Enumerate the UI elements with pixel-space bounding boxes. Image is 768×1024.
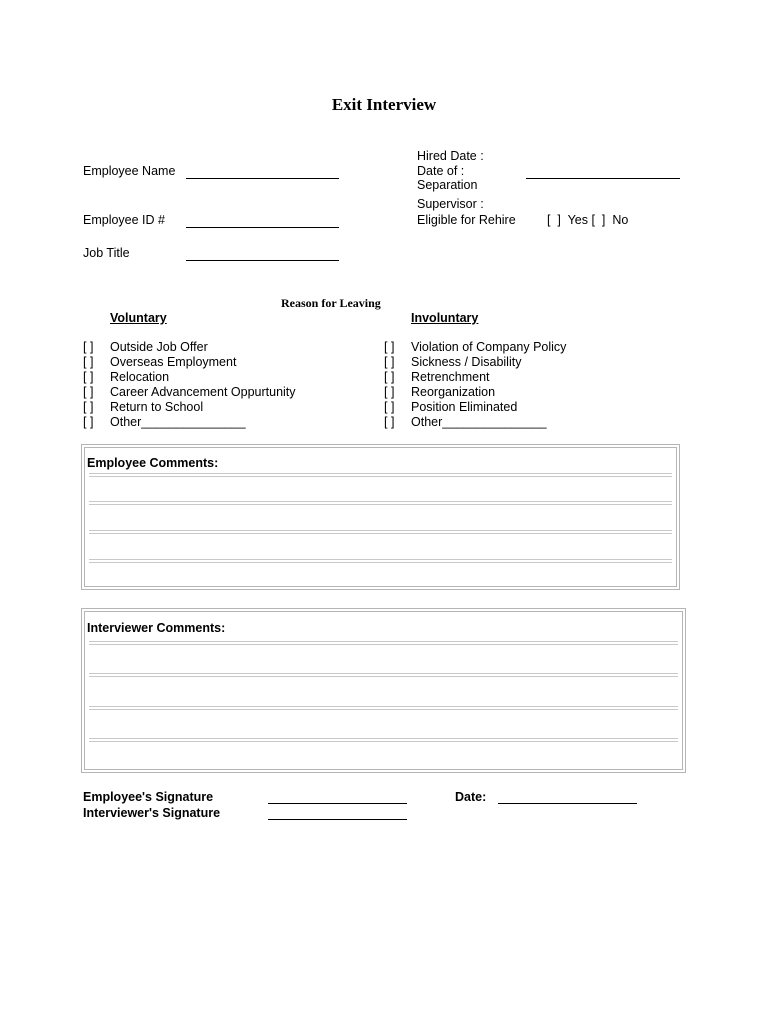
interviewer-comments-heading: Interviewer Comments:: [87, 621, 226, 635]
date-of-separation-label: Date of :: [417, 164, 465, 178]
involuntary-list: [384, 340, 566, 430]
reason-heading: Reason for Leaving: [281, 296, 381, 310]
comment-line[interactable]: [89, 530, 672, 534]
comment-line[interactable]: [89, 738, 678, 742]
list-item[interactable]: [ ] Outside Job Offer: [83, 340, 208, 354]
comment-line[interactable]: [89, 673, 678, 677]
date-label: Date:: [455, 790, 487, 804]
employee-signature-field[interactable]: [268, 803, 407, 804]
list-item[interactable]: [ ] Retrenchment: [384, 370, 490, 384]
checkbox[interactable]: [ ]: [384, 385, 395, 399]
employee-name-field[interactable]: [186, 178, 339, 179]
checkbox[interactable]: [ ]: [384, 400, 395, 414]
comment-line[interactable]: [89, 501, 672, 505]
list-item[interactable]: [ ] Other_______________: [384, 415, 547, 429]
checkbox[interactable]: [ ]: [83, 340, 94, 354]
page-title: Exit Interview: [331, 95, 437, 114]
employee-id-field[interactable]: [186, 227, 339, 228]
hired-date-label: Hired Date :: [417, 149, 484, 163]
checkbox[interactable]: [ ]: [384, 415, 395, 429]
voluntary-heading: Voluntary: [110, 311, 167, 325]
checkbox[interactable]: [ ]: [384, 370, 395, 384]
eligible-for-rehire-label: Eligible for Rehire: [417, 213, 516, 227]
checkbox[interactable]: [ ]: [384, 355, 395, 369]
list-item[interactable]: [ ] Overseas Employment: [83, 355, 237, 369]
list-item[interactable]: [ ] Violation of Company Policy: [384, 340, 567, 354]
rehire-options[interactable]: [ ] Yes [ ] No: [547, 213, 629, 227]
date-field[interactable]: [526, 178, 680, 179]
checkbox[interactable]: [ ]: [83, 385, 94, 399]
checkbox[interactable]: [ ]: [83, 415, 94, 429]
comment-line[interactable]: [89, 559, 672, 563]
list-item[interactable]: [ ] Relocation: [83, 370, 170, 384]
date-of-separation-label-line2: Separation: [417, 178, 478, 192]
job-title-field[interactable]: [186, 260, 339, 261]
list-item[interactable]: [ ] Career Advancement Oppurtunity: [83, 385, 296, 399]
list-item[interactable]: [ ] Position Eliminated: [384, 400, 518, 414]
interviewer-signature-field[interactable]: [268, 819, 407, 820]
comment-line[interactable]: [89, 641, 678, 645]
involuntary-heading: Involuntary: [411, 311, 479, 325]
employee-name-label: Employee Name: [83, 164, 176, 178]
list-item[interactable]: [ ] Reorganization: [384, 385, 496, 399]
supervisor-label: Supervisor :: [417, 197, 484, 211]
list-item[interactable]: [ ] Return to School: [83, 400, 204, 414]
checkbox[interactable]: [ ]: [384, 340, 395, 354]
comment-line[interactable]: [89, 706, 678, 710]
list-item[interactable]: [ ] Sickness / Disability: [384, 355, 522, 369]
checkbox[interactable]: [ ]: [83, 355, 94, 369]
interviewer-signature-label: Interviewer's Signature: [83, 806, 221, 820]
employee-comments-box[interactable]: [81, 444, 680, 590]
voluntary-list: [83, 340, 296, 430]
employee-id-label: Employee ID #: [83, 213, 165, 227]
signature-date-field[interactable]: [498, 803, 637, 804]
comment-line[interactable]: [89, 473, 672, 477]
job-title-label: Job Title: [83, 246, 130, 260]
checkbox[interactable]: [ ]: [83, 400, 94, 414]
interviewer-comments-box[interactable]: [81, 608, 686, 773]
checkbox[interactable]: [ ]: [83, 370, 94, 384]
employee-comments-heading: Employee Comments:: [87, 456, 219, 470]
list-item[interactable]: [ ] Other_______________: [83, 415, 246, 429]
employee-signature-label: Employee's Signature: [83, 790, 214, 804]
